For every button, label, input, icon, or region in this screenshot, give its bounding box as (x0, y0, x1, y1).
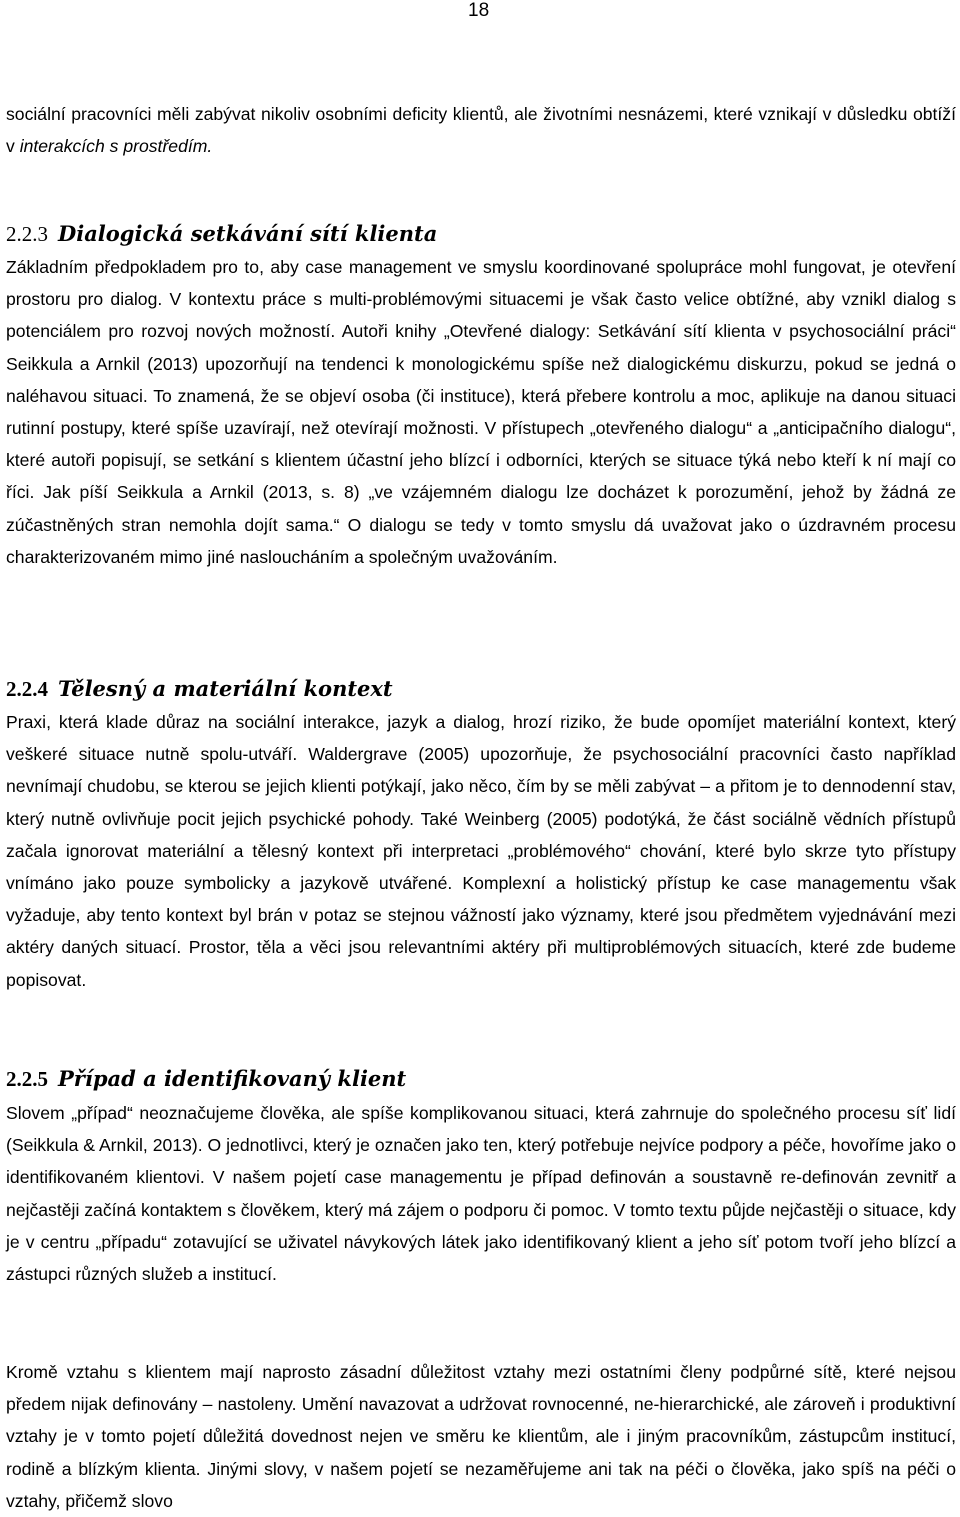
intro-paragraph (6, 98, 956, 162)
section-2-2-5-paragraph-1: Slovem „případ“ neoznačujeme člověka, ale spíše komplikovanou situaci, která zahrnuje do společného procesu síť lidí (Seikkula & Arnkil, 2013). O jednotlivci, který je označen jako ten, který potřebuje nejvíce podpory a péče, hovoříme jako o identifikovaném klientovi. V našem pojetí case managementu je případ definován a soustavně re-definován zevnitř a nejčastěji začíná kontaktem s člověkem, který má zájem o podporu či pomoc. V tomto textu půjde nejčastěji o situace, kdy je v centru „případu“ zotavující se uživatel návykových látek jako identifikovaný klient a jeho síť potom tvoří jeho blízcí a zástupci různých služeb a institucí. (6, 1103, 956, 1285)
section-number: 2.2.3 (6, 222, 48, 246)
section-2-2-5-paragraph-2: Kromě vztahu s klientem mají naprosto zásadní důležitost vztahy mezi ostatními členy podpůrné sítě, které nejsou předem nijak definovány – nastoleny. Umění navazovat a udržovat rovnocenné, ne-hierarchické, ale zároveň i produktivní vztahy je v tomto pojetí důležitá dovednost nejen ve směru ke klientům, ale i jiným pracovníkům, zástupcům institucí, rodině a blízkým klienta. Jinými slovy, v našem pojetí se nezaměřujeme ani tak na péči o člověka, jako spíš na péči o vztahy, přičemž slovo (6, 1362, 956, 1511)
section-number: 2.2.4 (6, 677, 48, 701)
section-heading-2-2-3 (6, 221, 437, 247)
section-2-2-4-paragraph: Praxi, která klade důraz na sociální interakce, jazyk a dialog, hrozí riziko, že bude opomíjet materiální kontext, který veškeré situace nutně spolu-utváří. Waldergrave (2005) upozorňuje, že psychosociální pracovníci často například nevnímají chudobu, se kterou se jejich klienti potýkají, jako něco, čím by se měli zabývat – a přitom je to dennodenní stav, který nutně ovlivňuje pocit jejich psychické pohody. Také Weinberg (2005) podotýká, že část sociálně vědních přístupů začala ignorovat materiální a tělesný kontext při interpretaci „problémového“ chování, které bylo skrze tyto přístupy vnímáno jako pouze symbolicky a jazykově utvářené. Komplexní a holistický přístup ke case managementu však vyžaduje, aby tento kontext byl brán v potaz se stejnou vážností jako významy, které jsou předmětem vyjednávání mezi aktéry daných situací. Prostor, těla a věci jsou relevantními aktéry při multiproblémových situacích, které zde budeme popisovat. (6, 712, 956, 990)
section-2-2-3-paragraph: Základním předpokladem pro to, aby case management ve smyslu koordinované spolupráce mohl fungovat, je otevření prostoru pro dialog. V kontextu práce s multi-problémovými situacemi je však často velice obtížné, aby vznikl dialog s potenciálem pro rozvoj nových možností. Autoři knihy „Otevřené dialogy: Setkávání sítí klienta v psychosociální práci“ Seikkula a Arnkil (2013) upozorňují na tendenci k monologickému spíše než dialogickému diskurzu, pokud se jedná o naléhavou situaci. To znamená, že se objeví osoba (či instituce), která přebere kontrolu a moc, aplikuje na danou situaci rutinní postupy, které spíše uzavírají, než otevírají možnosti. V přístupech „otevřeného dialogu“ a „anticipačního dialogu“, které autoři popisují, se setkání s klientem účastní jeho blízcí i odborníci, kterých se situace týká nebo kteří k ní mají co říci. Jak píší Seikkula a Arnkil (2013, s. 8) „ve vzájemném dialogu lze docházet k porozumění, jehož by žádná ze zúčastněných stran nemohla dojít sama.“ O dialogu se tedy v tomto smyslu dá uvažovat jako o úzdravném procesu charakterizovaném mimo jiné nasloucháním a společným uvažováním. (6, 257, 956, 567)
page-number: 18 (468, 0, 490, 21)
section-heading-2-2-5 (6, 1066, 406, 1092)
intro-text: sociální pracovníci měli zabývat nikoliv osobními deficity klientů, ale životními nesnázemi, které vznikají v důsledku obtíží v (6, 104, 956, 157)
section-number: 2.2.5 (6, 1067, 48, 1091)
section-title: Tělesný a materiální kontext (58, 676, 393, 701)
section-title: Dialogická setkávání sítí klienta (58, 221, 438, 246)
section-title: Případ a identifikovaný klient (58, 1066, 407, 1091)
intro-text-italic: interakcích s prostředím. (19, 136, 213, 157)
section-heading-2-2-4 (6, 676, 393, 702)
